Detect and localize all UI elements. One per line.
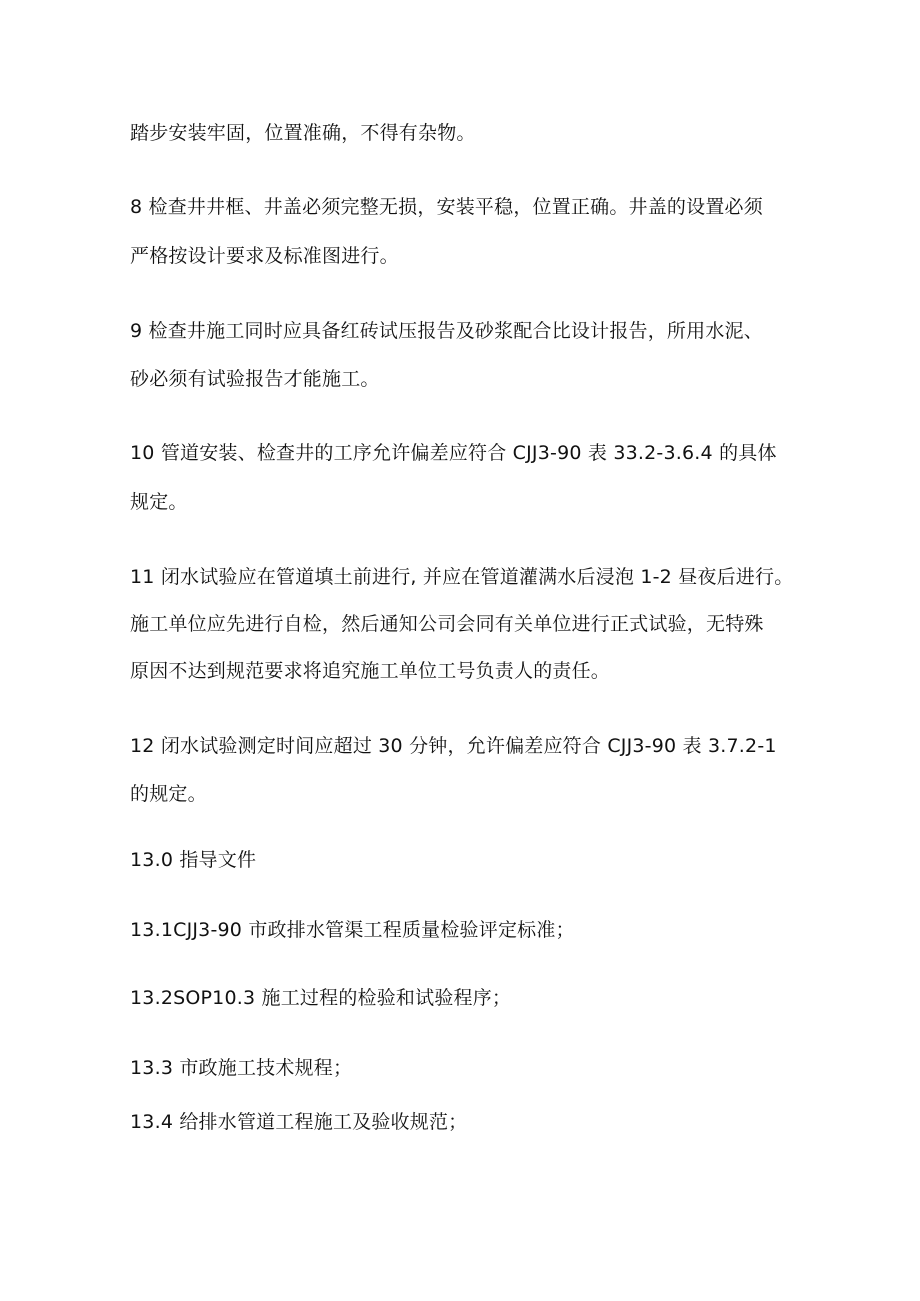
text-line: 原因不达到规范要求将追究施工单位工号负责人的责任。 <box>130 660 611 682</box>
text-line: 施工单位应先进行自检，然后通知公司会同有关单位进行正式试验，无特殊 <box>130 613 764 635</box>
text-line: 规定。 <box>130 491 188 513</box>
text-line: 踏步安装牢固，位置准确，不得有杂物。 <box>130 122 476 144</box>
text-line: 11 闭水试验应在管道填土前进行, 并应在管道灌满水后浸泡 1-2 昼夜后进行。 <box>130 566 794 588</box>
reference-item: 13.1CJJ3-90 市政排水管渠工程质量检验评定标准； <box>130 919 575 941</box>
text-line: 8 检查井井框、井盖必须完整无损，安装平稳，位置正确。井盖的设置必须 <box>130 196 763 218</box>
text-line: 10 管道安装、检查井的工序允许偏差应符合 CJJ3-90 表 33.2-3.6.4 的具体 <box>130 442 777 464</box>
reference-item: 13.4 给排水管道工程施工及验收规范； <box>130 1111 468 1133</box>
text-line: 砂必须有试验报告才能施工。 <box>130 368 380 390</box>
section-heading: 13.0 指导文件 <box>130 849 257 871</box>
text-line: 12 闭水试验测定时间应超过 30 分钟，允许偏差应符合 CJJ3-90 表 3.7.2-1 <box>130 735 777 757</box>
text-line: 的规定。 <box>130 783 207 805</box>
reference-item: 13.2SOP10.3 施工过程的检验和试验程序； <box>130 987 512 1009</box>
reference-item: 13.3 市政施工技术规程； <box>130 1057 353 1079</box>
text-line: 严格按设计要求及标准图进行。 <box>130 245 399 267</box>
text-line: 9 检查井施工同时应具备红砖试压报告及砂浆配合比设计报告，所用水泥、 <box>130 320 763 342</box>
